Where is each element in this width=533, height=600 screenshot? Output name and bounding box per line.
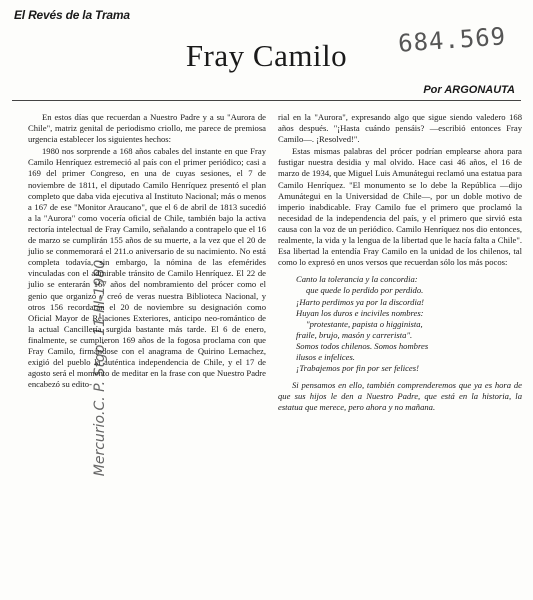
poem-line: Canto la tolerancia y la concordia: <box>296 274 418 285</box>
right-column <box>278 112 522 414</box>
section-label: El Revés de la Trama <box>14 8 130 22</box>
paragraph-1980: 1980 nos sorprende a 168 años cabales del instante en que Fray Camilo Henríquez estremeció al país con el primer periódico; casi a 169 del primer Congreso, en una de cuyas sesiones, el 7 de noviembre de 1811, el diputado Camilo Henríquez presentó el plan completo que daba vida ejecutiva al Instituto Nacional; más o menos a 167 de ese "Monitor Araucano", que el 6 de abril de 1813 sucedió a la "Aurora" como vocería oficial de Chile, también bajo la activa rectoría intelectual de Fray Camilo, señalando a contrapelo que el 16 de marzo se cumplirán 155 años de su muerte, a la vez que el 20 de julio se conmemorará el 211.o aniversario de su nacimiento. No está completa todavía, sin embargo, la nómina de las efemérides vinculadas con el admirable tránsito de Camilo Henríquez. El 22 de julio se enterarán 167 años del nombramiento del prócer como el genio que organizó y creó de veras nuestra Biblioteca Nacional, y otros 156 recordarán el 20 de noviembre su designación como Oficial Mayor de Relaciones Exteriores, anticipo neo-romántico de la actual Cancillería surgida bastante más tarde. El 6 de enero, finalmente, se cumplieron 169 años de la fogosa proclama con que Fray Camilo, firmándose con el anagrama de Quirino Lemachez, exigió del pueblo la auténtica independencia de Chile, y el 17 de agosto será el momento de meditar en la frase con que Nuestro Padre encabezó su edito- <box>28 146 266 390</box>
paragraph-amunategui: Estas mismas palabras del prócer podrían emplearse ahora para fustigar nuestra desidia y mal olvido. Hace casi 46 años, el 16 de marzo de 1934, que Miguel Luis Amunátegui reclamó una estatua para Camilo Henríquez. "El monumento se lo debe la República —dijo Amunátegui en la Universidad de Chile—, por un doble motivo de imperio inabdicable. Fray Camilo fue el primero que proclamó la necesidad de la independencia del país, y el primero que sirvió esta causa con la voz de un periódico. Camilo Henríquez nos dio entonces, realmente, la vida y la lengua de la libertad que le hacía falta a Chile". Esa libertad la entendía Fray Camilo en la unidad de los chilenos, tal como lo expresó en unos versos que recuerdan sólo los más pocos: <box>278 146 522 268</box>
poem-line: que quede lo perdido por perdido. <box>306 285 424 296</box>
poem-line: ilusos e infelices. <box>296 351 355 362</box>
poem-line: ¡Harto perdimos ya por la discordia! <box>296 296 425 307</box>
article-title: Fray Camilo <box>185 38 348 73</box>
handwritten-catalog-number: 684.569 <box>397 22 508 58</box>
title-rule <box>12 100 521 101</box>
byline: Por ARGONAUTA <box>423 84 515 96</box>
poem-line: "protestante, papista o higginista, <box>306 318 423 329</box>
poem-line: fraile, brujo, masón y carrerista". <box>296 329 413 340</box>
left-column <box>28 112 266 391</box>
paragraph-closing: Si pensamos en ello, también comprenderemos que ya es hora de que sus hijos le den a Nuestro Padre, que está en la historia, la estatua que merece, pero ahora y no mañana. <box>278 380 522 413</box>
paragraph-continuation: rial en la "Aurora", expresando algo que sigue siendo valedero 168 años después. "¡Hasta cuándo pensáis? —escribió entonces Fray Camilo—. ¡Resolved!". <box>278 112 522 145</box>
poem-line: Somos todos chilenos. Somos hombres <box>296 340 429 351</box>
poem-line: Huyan los duros e inciviles nombres: <box>296 307 424 318</box>
poem-block <box>296 274 522 374</box>
margin-handwritten-note: Mercurio.C. P. Stgo. 11-III-1980 <box>92 259 109 477</box>
poem-line: ¡Trabajemos por fin por ser felices! <box>296 363 419 374</box>
paragraph-intro: En estos días que recuerdan a Nuestro Padre y a su "Aurora de Chile", matriz genital de periodismo criollo, me parece de premiosa urgencia establecer los siguientes hechos: <box>28 112 266 145</box>
